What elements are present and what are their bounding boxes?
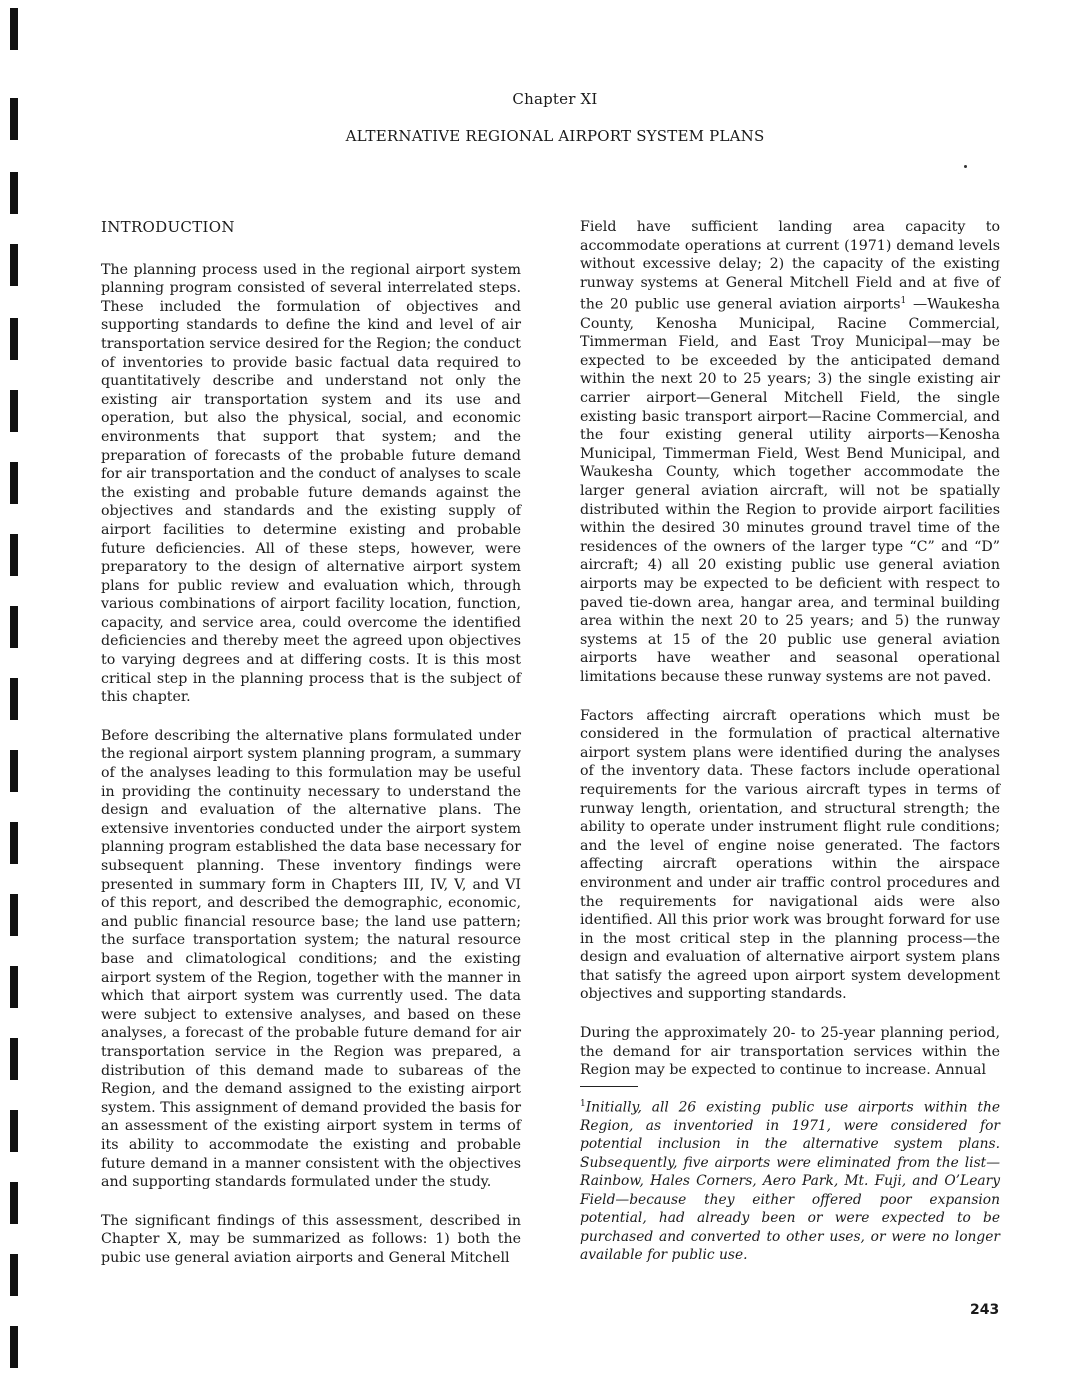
body-paragraph: The planning process used in the regional airport system planning program consisted of several interrelated steps. These included the formulation of objectives and supporting standards to define the kind and level of air transportation service desired for the Region; the conduct of inventories to provide basic factual data required to quantitatively describe and understand not only the existing air transportation system and its use and operation, but also the physical, social, and economic environments that support that system; and the preparation of forecasts of the probable future demand for air transportation and the conduct of analyses to scale the existing and probable future demands against the objectives and standards and the existing supply of airport facilities to determine existing and probable future deficiencies. All of these steps, however, were preparatory to the design of alternative airport system plans for public review and evaluation which, through various combinations of airport facility location, function, capacity, and service area, could overcome the identified deficiencies and thereby meet the agreed upon objectives to varying degrees and at differing costs. It is this most critical step in the planning process that is the subject of this chapter. — [101, 261, 522, 706]
binding-mark — [10, 244, 18, 286]
paragraph-text: Field have sufficient landing area capacity to accommodate operations at current (1971) demand levels without excessive delay; 2) the capacity of the existing runway systems at General Mitchell Field and at five of the 20 public use general aviation airports — [580, 219, 1000, 314]
paragraph-text: —Waukesha County, Kenosha Municipal, Racine Commercial, Timmerman Field, and East Troy Municipal—may be expected to be exceeded by the anticipated demand within the next 20 to 25 years; 3) the single existing air carrier airport—General Mitchell Field, the single existing basic transport airport—Racine Commercial, and the four existing general utility airports—Kenosha Municipal, Timmerman Field, West Bend Municipal, and Waukesha County, which together accommodate the larger general aviation aircraft, will not be spatially distributed within the Region to provide airport facilities within the desired 30 minutes ground travel time of the residences of the owners of the larger type “C” and “D” aircraft; 4) all 20 existing public use general aviation airports may be expected to be deficient with respect to paved tie-down area, hangar area, and terminal building area within the next 20 to 25 years; and 5) the runway systems at 15 of the 20 public use general aviation airports have weather and seasonal operational limitations because these runway systems are not paved. — [580, 297, 1001, 685]
body-paragraph — [580, 218, 1000, 687]
footnote-marker: 1 — [580, 1098, 586, 1109]
binding-mark — [10, 390, 18, 432]
page-number: 243 — [970, 1302, 1000, 1318]
binding-mark — [10, 318, 18, 360]
binding-mark — [10, 606, 18, 648]
chapter-label: Chapter XI — [512, 90, 598, 108]
body-paragraph: Factors affecting aircraft operations which must be considered in the formulation of practical alternative airport system plans were identified during the analyses of the inventory data. These factors include operational requirements for the various aircraft types in terms of runway length, orientation, and structural strength; the ability to operate under instrument flight rule conditions; and the level of engine noise generated. The factors affecting aircraft operations within the airspace environment and under air traffic control procedures and the requirements for navigational aids were also identified. All this prior work was brought forward for use in the most critical step in the planning process—the design and evaluation of alternative airport system plans that satisfy the agreed upon airport system development objectives and supporting standards. — [580, 707, 1000, 1003]
left-column — [101, 218, 521, 1287]
binding-mark — [10, 678, 18, 720]
right-column — [580, 218, 1000, 1285]
binding-mark — [10, 172, 18, 214]
footnote — [580, 1095, 1000, 1265]
body-paragraph: The significant findings of this assessment, described in Chapter X, may be summarized as follows: 1) both the pubic use general aviation airports and General Mitchell — [101, 1212, 521, 1266]
chapter-title: ALTERNATIVE REGIONAL AIRPORT SYSTEM PLANS — [345, 127, 765, 145]
stray-dot — [964, 165, 967, 168]
footnote-rule — [580, 1086, 638, 1087]
binding-mark — [10, 1326, 18, 1368]
binding-mark — [10, 534, 18, 576]
binding-mark — [10, 1254, 18, 1296]
binding-mark — [10, 8, 18, 50]
binding-mark — [10, 750, 18, 792]
binding-mark — [10, 462, 18, 504]
body-paragraph: During the approximately 20- to 25-year planning period, the demand for air transportation services within the Region may be expected to continue to increase. Annual — [580, 1025, 1000, 1079]
binding-mark — [10, 1182, 18, 1224]
binding-mark — [10, 822, 18, 864]
binding-mark — [10, 894, 18, 936]
binding-mark — [10, 966, 18, 1008]
binding-mark — [10, 1110, 18, 1152]
binding-mark — [10, 1038, 18, 1080]
footnote-text: Initially, all 26 existing public use airports within the Region, as inventoried in 1971, were considered for potential inclusion in the alternative system plans. Subsequently, five airports were eliminated from the list—Rainbow, Hales Corners, Aero Park, Mt. Fuji, and O’Leary Field—because they either offered poor expansion potential, had already been or were expected to be purchased and converted to other uses, or were no longer available for public use. — [580, 1099, 1000, 1264]
section-heading: INTRODUCTION — [101, 218, 235, 236]
footnote-reference: 1 — [900, 296, 907, 307]
body-paragraph: Before describing the alternative plans formulated under the regional airport system planning program, a summary of the analyses leading to this formulation may be useful in providing the continuity necessary to understand the design and evaluation of the alternative plans. The extensive inventories conducted under the airport system planning program established the data base necessary for subsequent planning. These inventory findings were presented in summary form in Chapters III, IV, V, and VI of this report, and described the demographic, economic, and public financial resource base; the land use pattern; the surface transportation system; the natural resource base and climatological conditions; and the existing airport system of the Region, together with the manner in which that airport system was currently used. The data were subject to extensive analyses, and based on these analyses, a forecast of the probable future demand for air transportation service in the Region was prepared, a distribution of this demand made to subareas of the Region, and the demand assigned to the existing airport system. This assignment of demand provided the basis for an assessment of the existing airport system in terms of its ability to accommodate the existing and probable future demand in a manner consistent with the objectives and supporting standards formulated under the study. — [101, 727, 521, 1191]
